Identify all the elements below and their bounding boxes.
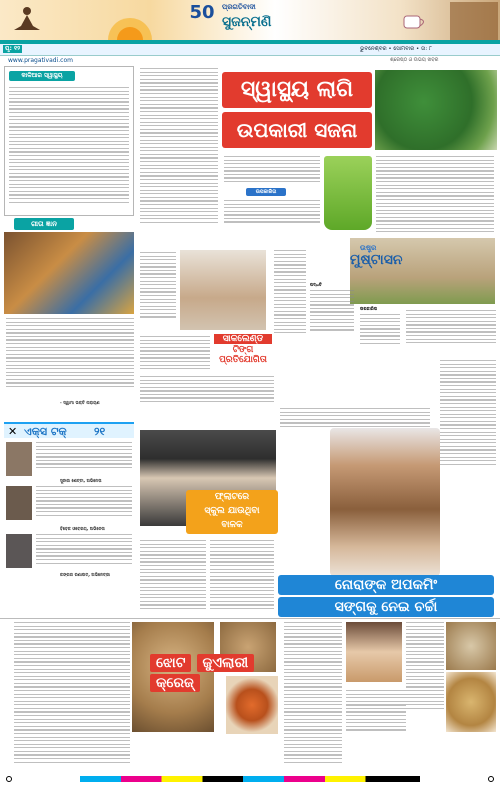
jewellery-text-col1 [284, 622, 342, 765]
nora-photo [330, 428, 440, 576]
color-registration-bar [80, 776, 420, 782]
tweet-header [4, 422, 134, 438]
jewellery-headline [150, 652, 260, 692]
motto: ଶ୍ରେଷ୍ଠ ଓ ଉଭୟ ଖବର [390, 57, 439, 63]
kids-story-text-right [140, 376, 274, 405]
kids-tag-block [214, 334, 272, 365]
jewellery-headline-line1: ଝୋଟ [150, 654, 191, 672]
registration-mark-left [6, 776, 12, 782]
intro-text-column [140, 68, 218, 225]
date-line: ଭୁବନେଶ୍ବର • ସୋମବାର • ତା: ୮ [360, 46, 432, 52]
jewellery-headline-line2: ଜୁଏଲାରୀ [197, 654, 255, 672]
jute-set-photo [446, 622, 496, 670]
tweet-text-1 [36, 442, 132, 471]
anniversary-logo [188, 3, 216, 33]
gita-section-title: ଗୀତା ଜ୍ଞାନ [14, 218, 74, 230]
date-bar [0, 44, 500, 56]
yoga-title: ମୁଷ୍ଟାସନ [350, 252, 403, 268]
tweet-avatar-1 [6, 442, 32, 476]
yoga-method-label: ପଦ୍ଧତି [310, 282, 322, 287]
drumstick-text-left [224, 156, 320, 185]
yoga-text-col3 [360, 314, 400, 346]
tweet-avatar-2 [6, 486, 32, 520]
tea-cup-illustration [400, 6, 430, 34]
boy-text-col2 [210, 540, 274, 612]
yoga-label-small: ଉଷ୍ଟ୍ର [360, 244, 377, 252]
tweet-person-1: ସୁନୀଲ ଶେଟ୍ଟୀ, ଅଭିନେତା [60, 478, 102, 483]
page-number: ପୃ: ୧୨ [5, 45, 21, 52]
boy-headline-badge [186, 490, 278, 534]
tweet-avatar-3 [6, 534, 32, 568]
health-section-title: କାଳିଆର ସ୍ୱାସ୍ଥ୍ୟ [9, 71, 75, 81]
drumstick-text-right [376, 156, 494, 235]
tweet-title: ଏକ୍ସ ଟକ୍ [24, 425, 67, 438]
meditation-figure-icon [10, 4, 44, 38]
kids-tag-line3: ପ୍ରତିଯୋଗିତା [219, 355, 267, 365]
website[interactable]: www.pragativadi.com [8, 57, 73, 64]
yoga-text-col2 [310, 290, 354, 333]
gita-text [6, 318, 134, 390]
nora-headline-line2: ସଙ୍ଗକୁ ନେଇ ଚର୍ଚ୍ଚା [278, 597, 494, 617]
registration-mark-right [488, 776, 494, 782]
tweet-title-number: ୨୧ [94, 425, 106, 438]
boy-badge-line1: ଫ୍ଲାଟରେ [214, 492, 250, 502]
boy-text-col1 [140, 540, 206, 612]
jute-pendant-photo [446, 672, 496, 732]
boy-badge-line3: ବାଳକ [221, 520, 243, 530]
tweet-text-3 [36, 534, 132, 566]
drumstick-benefits-text [224, 200, 320, 225]
nora-text-right [440, 360, 496, 467]
tweet-text-2 [36, 486, 132, 518]
gita-painting [4, 232, 134, 314]
benefits-label: ଉପକାରିତା [246, 188, 286, 196]
anniversary-number: 50 [189, 2, 215, 23]
jewellery-headline-line3: କ୍ରେଜ୍ [150, 674, 200, 692]
drumstick-headline-box [222, 68, 372, 150]
jute-earring-model-photo [346, 622, 402, 682]
yoga-text-col1 [274, 250, 306, 336]
gita-author: - ସ୍ୱାମୀ ଭକ୍ତି ନାରାୟଣ [60, 400, 100, 405]
jewellery-text-col2 [346, 690, 406, 733]
chair-illustration [450, 2, 498, 40]
boy-badge-line2: ସ୍କୁଲ ଯାଉଥିବା [204, 506, 260, 516]
tweet-person-2: ବିବେକ ଓବେରୟ, ଅଭିନେତା [60, 526, 105, 531]
nora-headline-line1: ନୋରାଙ୍କ ଅପକମିଂ [278, 575, 494, 595]
drumstick-headline-line1: ସ୍ୱାସ୍ଥ୍ୟ ଲାଗି [222, 72, 372, 108]
supplement-title: ସୁଜନ୍ମଣି [222, 14, 272, 30]
jewellery-text-col3 [406, 622, 444, 711]
jewellery-divider [0, 618, 500, 619]
yoga-benefits-label: ଉପକାରିତା [360, 306, 378, 311]
moringa-juice-glass [324, 156, 372, 230]
sun-rays-illustration [70, 2, 190, 40]
x-logo-icon: ✕ [8, 425, 18, 438]
kids-tag-line2: ଟିଙ୍ଗ [232, 345, 254, 355]
kids-story-text-left [140, 336, 210, 372]
jewellery-intro-text [14, 622, 130, 765]
nora-text-mid [280, 408, 430, 429]
kids-intro-text [140, 252, 176, 320]
yoga-text-col4 [406, 310, 496, 346]
drumstick-photo [375, 70, 497, 150]
tweet-person-3: କଙ୍ଗନା ରଣାଉତ୍, ଅଭିନେତ୍ରୀ [60, 572, 111, 577]
drumstick-headline-line2: ଉପକାରୀ ସଜନା [222, 112, 372, 148]
paper-name: ପ୍ରଗତିବାଦୀ [222, 3, 256, 11]
health-sidebar-box [4, 66, 134, 216]
health-text [9, 87, 129, 205]
nora-headline [278, 575, 494, 617]
kids-balance-photo [180, 250, 266, 330]
kids-tag-line1: ସାକଲେଣ୍ଡ [214, 334, 272, 344]
